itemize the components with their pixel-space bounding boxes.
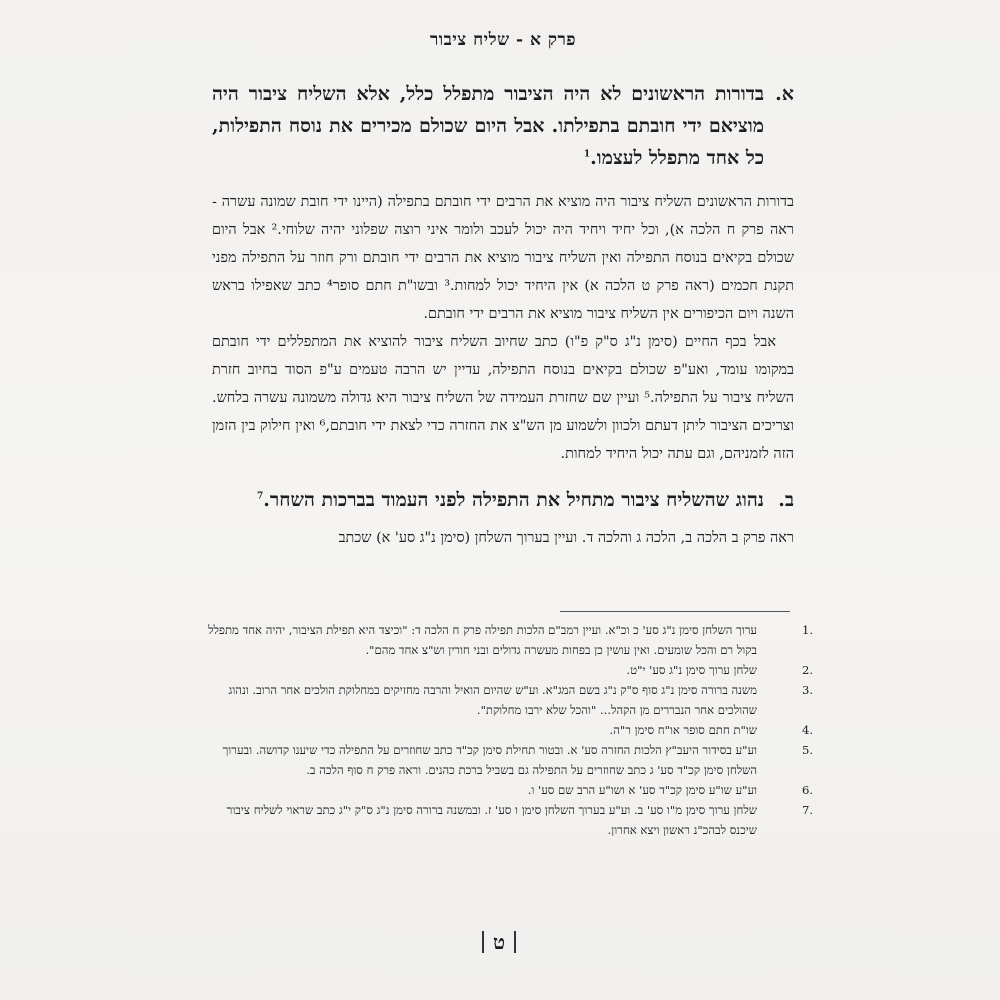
footnote-text: וע"ע בסידור היעב"ץ הלכות החזרה סע' א. ובטור תחילת סימן קכ"ד כתב שחוזרים על התפילה כדי שיענו קדושה. ובערוך השלחן סימן קכ"ד סע' ג כתב שחוזרים על התפילה גם בשביל ברכת כהנים. וראה פרק ח סוף הלכה ב. bbox=[222, 743, 757, 777]
footnote bbox=[205, 740, 813, 780]
chapter-title: פרק א - שליח ציבור bbox=[429, 30, 577, 50]
footnote-text: וע"ע שו"ע סימן קכ"ד סע' א ושו"ע הרב שם סע' ו. bbox=[527, 783, 757, 797]
footnote bbox=[205, 660, 813, 680]
paragraph-2: אבל בכף החיים (סימן נ"ג ס"ק פ"ו) כתב שחיוב השליח ציבור להוציא את המתפללים ידי חובתם במקומו עומד, ואע"פ שכולם בקיאים בנוסח התפילה, עדיין יש הרבה טעמים ע"פ הסוד בחיוב חזרת השליח ציבור על התפילה.⁵ ועיין שם שחזרת העמידה של השליח ציבור היא גדולה משמונה עשרה בלחש. וצריכים הציבור ליתן דעתם ולכוון ולשמוע מן הש"צ את החזרה כדי לצאת ידי חובתם,⁶ ואין חילוק בין הזמן הזה לזמניהם, וגם עתה יכול היחיד למחות. bbox=[212, 334, 794, 462]
footnote bbox=[205, 720, 813, 740]
law-a bbox=[212, 78, 794, 174]
footnote-number: 1. bbox=[801, 623, 813, 637]
law-b bbox=[212, 484, 794, 516]
footnote bbox=[205, 680, 813, 720]
footnote bbox=[205, 800, 813, 840]
page-number-bar-right bbox=[482, 931, 484, 953]
footnote-number: 4. bbox=[801, 723, 813, 737]
footnote bbox=[205, 620, 813, 660]
footnote-text: שלחן ערוך סימן נ"ג סע' י"ט. bbox=[626, 663, 757, 677]
footnote-text: שו"ת חתם סופר או"ח סימן ר"ה. bbox=[609, 723, 757, 737]
page-number-text: ט bbox=[492, 929, 506, 954]
footnote-divider bbox=[560, 611, 790, 612]
footnote-number: 3. bbox=[801, 683, 813, 697]
footnote-number: 5. bbox=[801, 743, 813, 757]
law-a-letter: א. bbox=[775, 83, 794, 105]
law-b-note: 7 bbox=[257, 491, 264, 502]
page-number-bar-left bbox=[514, 931, 516, 953]
paragraph-b: ראה פרק ב הלכה ב, הלכה ג והלכה ד. ועיין בערוך השלחן (סימן נ"ג סע' א) שכתב bbox=[338, 530, 794, 546]
footnote-text: שלחן ערוך סימן מ"ו סע' ב. וע"ע בערוך השלחן סימן ו סע' ז. ובמשנה ברורה סימן נ"ג ס"ק י"ג כתב שראוי לשליח ציבור שיכנס לבהכ"נ ראשון ויצא אחרון. bbox=[226, 803, 757, 837]
footnote-text: ערוך השלחן סימן נ"ג סע' כ וכ"א. ועיין רמב"ם הלכות תפילה פרק ח הלכה ד: "וכיצד היא תפילת הציבור, יהיה אחד מתפלל בקול רם והכל שומעים. ואין עושין כן בפחות מעשרה גדולים ובני חורין וש"צ אחד מהם". bbox=[208, 623, 757, 657]
page-number bbox=[471, 925, 527, 959]
footnote-text: משנה ברורה סימן נ"ג סוף ס"ק נ"ג בשם המג"א. וע"ש שהיום הואיל והרבה מחזיקים במחלוקת הולכים אחר הרוב. ונהוג שהולכים אחר הנבררים מן הקהל... "והכל שלא ירבו מחלוקת". bbox=[228, 683, 757, 717]
footnote-number: 2. bbox=[801, 663, 813, 677]
law-b-letter: ב. bbox=[778, 489, 794, 511]
footnote-number: 6. bbox=[801, 783, 813, 797]
main-text bbox=[212, 30, 794, 552]
law-a-text: בדורות הראשונים לא היה הציבור מתפלל כלל, אלא השליח ציבור היה מוציאם ידי חובתם בתפילתו. אבל היום שכולם מכירים את נוסח התפילות, כל אחד מתפלל לעצמו. bbox=[212, 83, 764, 169]
law-b-text: נהוג שהשליח ציבור מתחיל את התפילה לפני העמוד בברכות השחר. bbox=[263, 489, 764, 511]
paragraph-1: בדורות הראשונים השליח ציבור היה מוציא את הרבים ידי חובתם בתפילה (היינו ידי חובת שמונה עשרה - ראה פרק ח הלכה א), וכל יחיד ויחיד היה יכול לעכב ולומר איני רוצה שפלוני יהיה שלוחי.² אבל היום שכולם בקיאים בנוסח התפילה ואין השליח ציבור מוציא את הרבים ידי חובתם ורק חוזר על התפילה מפני תקנת חכמים (ראה פרק ט הלכה א) אין היחיד יכול למחות.³ ובשו"ת חתם סופר⁴ כתב שאפילו בראש השנה ויום הכיפורים אין השליח ציבור מוציא את הרבים ידי חובתם. bbox=[212, 194, 794, 322]
law-a-note: 1 bbox=[583, 149, 591, 160]
footnotes bbox=[205, 620, 813, 840]
footnote-number: 7. bbox=[801, 803, 813, 817]
footnote bbox=[205, 780, 813, 800]
